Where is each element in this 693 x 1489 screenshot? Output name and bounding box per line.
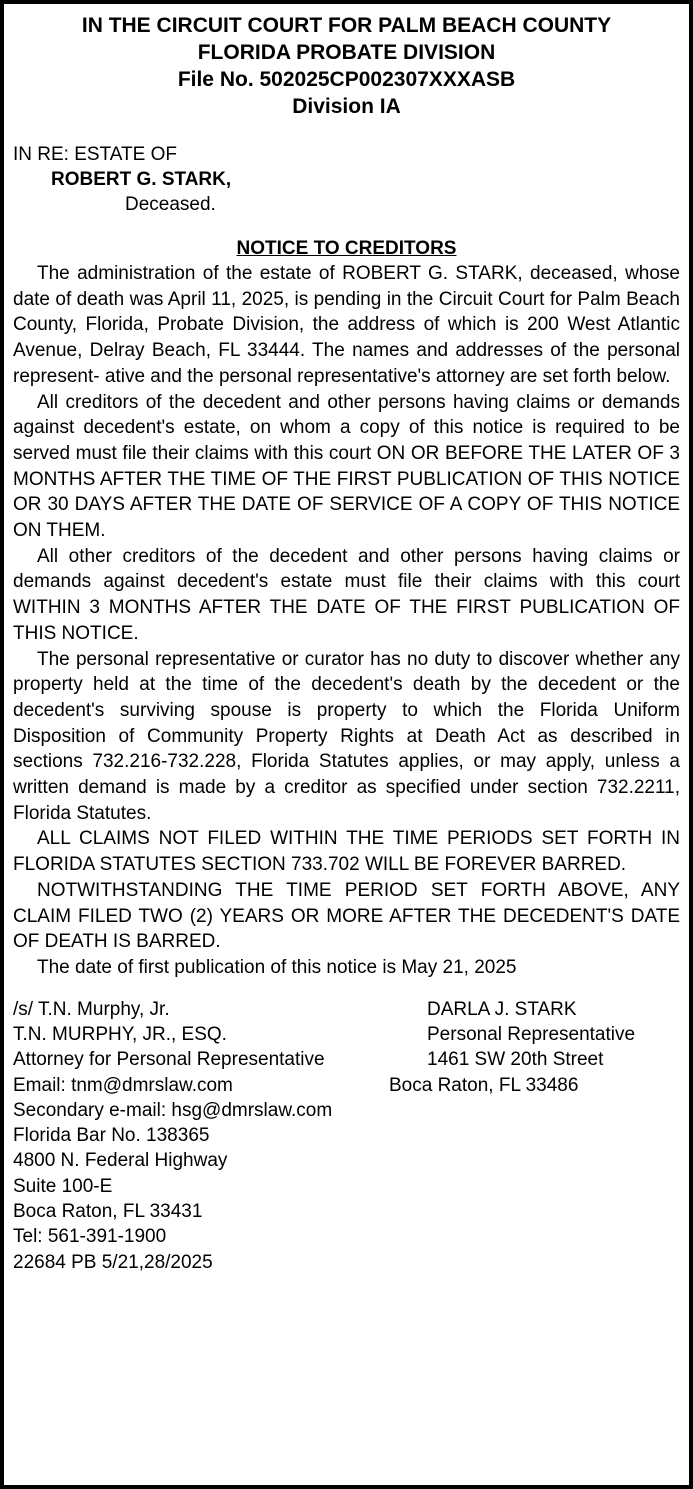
notice-paragraph: ALL CLAIMS NOT FILED WITHIN THE TIME PERIODS SET FORTH IN FLORIDA STATUTES SECTION 733.702 WILL BE FOREVER BARRED. [13, 828, 680, 876]
decedent-name: ROBERT G. STARK, [51, 169, 232, 190]
representative-name: DARLA J. STARK [427, 998, 577, 1020]
attorney-name: T.N. MURPHY, JR., ESQ. [13, 1023, 227, 1045]
attorney-signature: /s/ T.N. Murphy, Jr. [13, 998, 170, 1020]
attorney-address-line2: Suite 100-E [13, 1175, 113, 1197]
representative-address: 1461 SW 20th Street [427, 1049, 604, 1071]
notice-paragraph: NOTWITHSTANDING THE TIME PERIOD SET FORTH ABOVE, ANY CLAIM FILED TWO (2) YEARS OR MORE AFTER THE DECEDENT'S DATE OF DEATH IS BARRED. [13, 879, 680, 953]
division-label: Division IA [292, 95, 401, 118]
publication-reference: 22684 PB 5/21,28/2025 [13, 1251, 213, 1273]
attorney-bar-number: Florida Bar No. 138365 [13, 1125, 210, 1147]
in-re-label: IN RE: ESTATE OF [13, 144, 177, 165]
attorney-email: Email: tnm@dmrslaw.com [13, 1074, 233, 1096]
notice-paragraph: All other creditors of the decedent and other persons having claims or demands against decedent's estate must file their claims with this court WITHIN 3 MONTHS AFTER THE DATE OF THE FIRST PUBLICATION OF THIS NOTICE. [13, 545, 680, 644]
representative-role: Personal Representative [427, 1023, 636, 1045]
attorney-city: Boca Raton, FL 33431 [13, 1201, 203, 1223]
representative-city: Boca Raton, FL 33486 [389, 1074, 579, 1096]
legal-notice-content [13, 12, 680, 1327]
attorney-phone: Tel: 561-391-1900 [13, 1226, 167, 1248]
court-division: FLORIDA PROBATE DIVISION [197, 41, 496, 64]
case-caption [13, 142, 680, 217]
attorney-block [13, 997, 332, 1275]
signature-block [13, 997, 680, 1327]
file-number: File No. 502025CP002307XXXASB [177, 68, 516, 91]
attorney-role: Attorney for Personal Representative [13, 1049, 325, 1071]
court-header [13, 12, 680, 120]
court-name: IN THE CIRCUIT COURT FOR PALM BEACH COUNTY [81, 14, 612, 37]
notice-paragraph: The administration of the estate of ROBERT G. STARK, deceased, whose date of death was April 11, 2025, is pending in the Circuit Court for Palm Beach County, Florida, Probate Division, the address of which is 200 West Atlantic Avenue, Delray Beach, FL 33444. The names and addresses of the personal represent- ative and the personal representative's attorney are set forth below. [13, 263, 680, 387]
deceased-label: Deceased. [125, 194, 216, 215]
attorney-address-line1: 4800 N. Federal Highway [13, 1150, 228, 1172]
notice-paragraph: The date of first publication of this notice is May 21, 2025 [37, 956, 517, 978]
attorney-secondary-email: Secondary e-mail: hsg@dmrslaw.com [13, 1099, 333, 1121]
representative-block [389, 997, 635, 1098]
notice-body [13, 261, 680, 981]
notice-paragraph: All creditors of the decedent and other persons having claims or demands against decedent's estate, on whom a copy of this notice is required to be served must file their claims with this court ON OR BEFORE THE LATER OF 3 MONTHS AFTER THE TIME OF THE FIRST PUBLICATION OF THIS NOTICE OR 30 DAYS AFTER THE DATE OF SERVICE OF A COPY OF THIS NOTICE ON THEM. [13, 391, 680, 542]
notice-title: NOTICE TO CREDITORS [236, 238, 457, 259]
notice-paragraph: The personal representative or curator has no duty to discover whether any property held at the time of the decedent's death by the decedent or the decedent's surviving spouse is property to which the Florida Uniform Disposition of Community Property Rights at Death Act as described in sections 732.216-732.228, Florida Statutes applies, or may apply, unless a written demand is made by a creditor as specified under section 732.2211, Florida Statutes. [13, 648, 680, 824]
